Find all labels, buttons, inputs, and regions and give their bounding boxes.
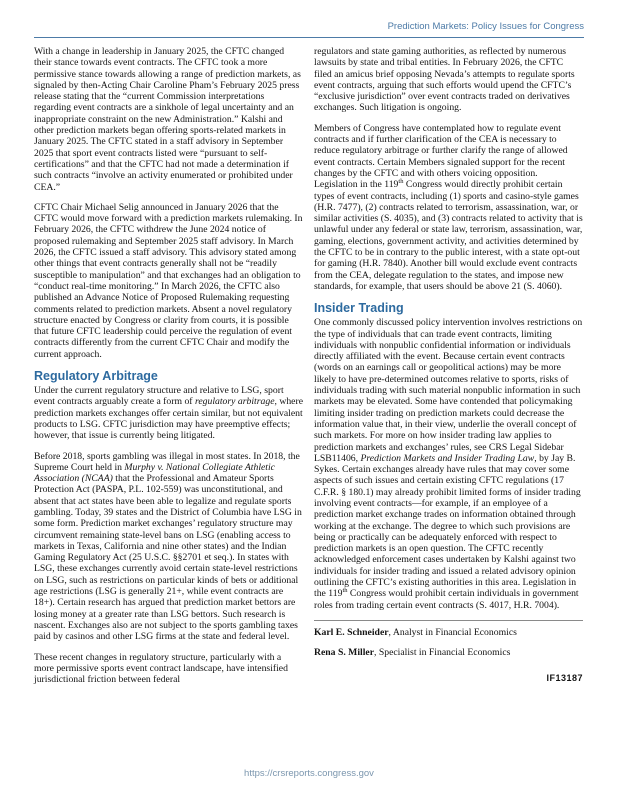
text-run: Murphy v. National Collegiate Athletic Association (NCAA) bbox=[34, 461, 275, 485]
doc-id: IF13187 bbox=[546, 672, 583, 683]
author-name: Rena S. Miller bbox=[314, 647, 374, 659]
paragraph bbox=[34, 451, 303, 643]
author-name: Karl E. Schneider bbox=[314, 626, 389, 638]
text-run: regulators and state gaming authorities, as reflected by numerous lawsuits by state and tribal entities. In February 2026, the CFTC filed an amicus brief opposing Nevada’s attempts to regulate sports event contracts, arguing that such efforts would upend the CFTC’s “exclusive jurisdiction” over event contracts traded on derivatives exchanges. Such litigation is ongoing. bbox=[314, 46, 575, 114]
page-title: Prediction Markets: Policy Issues for Congress bbox=[387, 21, 584, 32]
text-run: that the Professional and Amateur Sports Protection Act (PASPA, P.L. 102-559) was unconstitutional, and absent that act states have been able to legalize and regulate sports gambling. Today, 39 states and the District of Columbia have LSG in some form. Prediction market exchanges’ regulatory structure may circumvent remaining state-level bans on LSG (enabling access to markets in Texas, California and nine other states) and the Indian Gaming Regulatory Act (25 U.S.C. §§2701 et seq.). In states with LSG, these exchanges currently avoid certain state-level restrictions on LSG, such as restrictions on particular kinds of bets or additional age restrictions (LSG is generally 21+, while event contracts are 18+). Certain research has argued that prediction market bettors are losing money at a greater rate than LSG bettors. Such research is nascent. Exchanges also are not subject to the sports gambling taxes paid by casinos and other LSG firms at the state and federal level. bbox=[34, 473, 302, 643]
column-right bbox=[314, 46, 583, 694]
paragraph bbox=[34, 202, 303, 360]
text-run: CFTC Chair Michael Selig announced in January 2026 that the CFTC would move forward with a prediction markets rulemaking. In February 2026, the CFTC withdrew the June 2024 notice of proposed rulemaking and September 2025 staff advisory. In March 2026, the CFTC issued a staff advisory. This advisory stated among other things that event contracts generally shall not be “readily susceptible to manipulation” and that exchanges had an obligation to “conduct real-time monitoring.” In March 2026, the CFTC also published an Advance Notice of Proposed Rulemaking requesting comments related to prediction markets. Absent a novel regulatory structure enacted by Congress or clarity from courts, it is possible that future CFTC leadership could perceive the regulation of event contracts differently from the current CFTC Chair and modify the current approach. bbox=[34, 201, 303, 360]
author-row bbox=[314, 647, 583, 658]
column-left bbox=[34, 46, 303, 694]
author-row bbox=[314, 627, 583, 638]
footer-url-link[interactable]: https://crsreports.congress.gov bbox=[244, 768, 374, 779]
two-column-body bbox=[0, 38, 618, 694]
paragraph bbox=[314, 317, 583, 611]
text-run: , where prediction markets exchanges offer certain similar, but not equivalent products to LSG. CFTC jurisdiction may have preemptive effects; however, that issue is currently being litigated. bbox=[34, 396, 304, 442]
paragraph bbox=[34, 652, 303, 686]
text-run: Under the current regulatory structure and relative to LSG, sport event contracts arguably create a form of bbox=[34, 385, 284, 408]
column-right-blocks bbox=[314, 46, 583, 611]
page-header bbox=[34, 21, 584, 38]
section-heading: Insider Trading bbox=[314, 301, 404, 316]
text-run: Before 2018, sports gambling was illegal in most states. In 2018, the Supreme Court held in bbox=[34, 450, 300, 473]
authors-list bbox=[314, 627, 583, 659]
text-run: These recent changes in regulatory structure, particularly with a more permissive sports event contract landscape, have intensified jurisdictional friction between federal bbox=[34, 651, 288, 686]
paragraph bbox=[314, 123, 583, 292]
author-role: , Specialist in Financial Economics bbox=[374, 647, 511, 659]
authors-block bbox=[314, 620, 583, 684]
text-run: , by Jay B. Sykes. Certain exchanges already have rules that may cover some aspects of such issues and certain existing CFTC regulations (17 C.F.R. § 180.1) may already prohibit limited forms of insider trading involving event contracts—for example, if an employee of a prediction market exchange trades on information obtained through working at the exchange. The degree to which such provisions are being or practically can be adequately enforced with respect to prediction markets is an open question. The CFTC recently acknowledged enforcement cases undertaken by Kalshi against two individuals for insider trading and issued a related advisory opinion outlining the CFTC’s existing authorities in this area. Legislation in the 119 bbox=[314, 452, 581, 600]
paragraph bbox=[34, 385, 303, 441]
section-heading: Regulatory Arbitrage bbox=[34, 369, 158, 384]
text-run: Congress would directly prohibit certain types of event contracts, including (1) sports and casino-style games (H.R. 7477), (2) contracts related to terrorism, assassination, war, or similar activities (S. 4035), and (3) contracts related to activity that is unlawful under any federal or state law, terrorism, assassination, war, gaming, elections, government activity, and activities determined by the CFTC to be in contrary to the public interest, with a state opt-out for gaming (H.R. 7840). Another bill would exclude event contracts from the CEA, delegate regulation to the states, and impose new standards, for example, that users should be above 21 (S. 4060). bbox=[314, 179, 583, 292]
text-run: Prediction Markets and Insider Trading Law bbox=[360, 452, 535, 464]
text-run: With a change in leadership in January 2025, the CFTC changed their stance towards event contracts. The CFTC took a more permissive stance towards allowing a range of prediction markets, as signaled by then-Acting Chair Caroline Pham’s February 2025 press release stating that the “current Commission interpretations regarding event contracts are a sinkhole of legal uncertainty and an inappropriate constraint on the new Administration.” Kalshi and other prediction markets began offering sports-related markets in January 2025. The CFTC stated in a staff advisory in September 2025 that sport event contracts listed were “pursuant to self-certifications” and that the CFTC had not made a determination if such contracts “involve an activity enumerated or prohibited under CEA.” bbox=[34, 46, 301, 193]
author-role: , Analyst in Financial Economics bbox=[388, 626, 517, 638]
text-run: Congress would prohibit certain individuals in government roles from trading certain event contracts (S. 4017, H.R. 7004). bbox=[314, 588, 579, 611]
text-run: One commonly discussed policy intervention involves restrictions on the type of individuals that can trade event contracts, limiting individuals with nonpublic confidential information or individuals directly affiliated with the event. Because certain event contracts (words on an earnings call or geopolitical actions) may be more likely to have pre-determined outcomes relative to sports, risks of individuals trading with such material nonpublic information in such markets may be elevated. Some have contended that policymaking limiting insider trading on prediction markets could decrease the information value that, in their view, underlie the overall concept of such markets. For more on how insider trading law applies to prediction markets and exchanges’ rules, see CRS Legal Sidebar LSB11406, bbox=[314, 317, 583, 464]
text-run: regulatory arbitrage bbox=[194, 396, 275, 408]
text-run: Members of Congress have contemplated how to regulate event contracts and if further clarification of the CEA is necessary to reduce regulatory arbitrage or further clarify the range of allowed event contracts. Certain Members signaled support for the recent changes by the CFTC and with others voicing opposition. Legislation in the 119 bbox=[314, 122, 568, 191]
paragraph bbox=[314, 46, 583, 114]
text-run: th bbox=[342, 587, 348, 595]
paragraph bbox=[34, 46, 303, 193]
text-run: th bbox=[398, 178, 404, 186]
page-footer bbox=[0, 768, 618, 779]
